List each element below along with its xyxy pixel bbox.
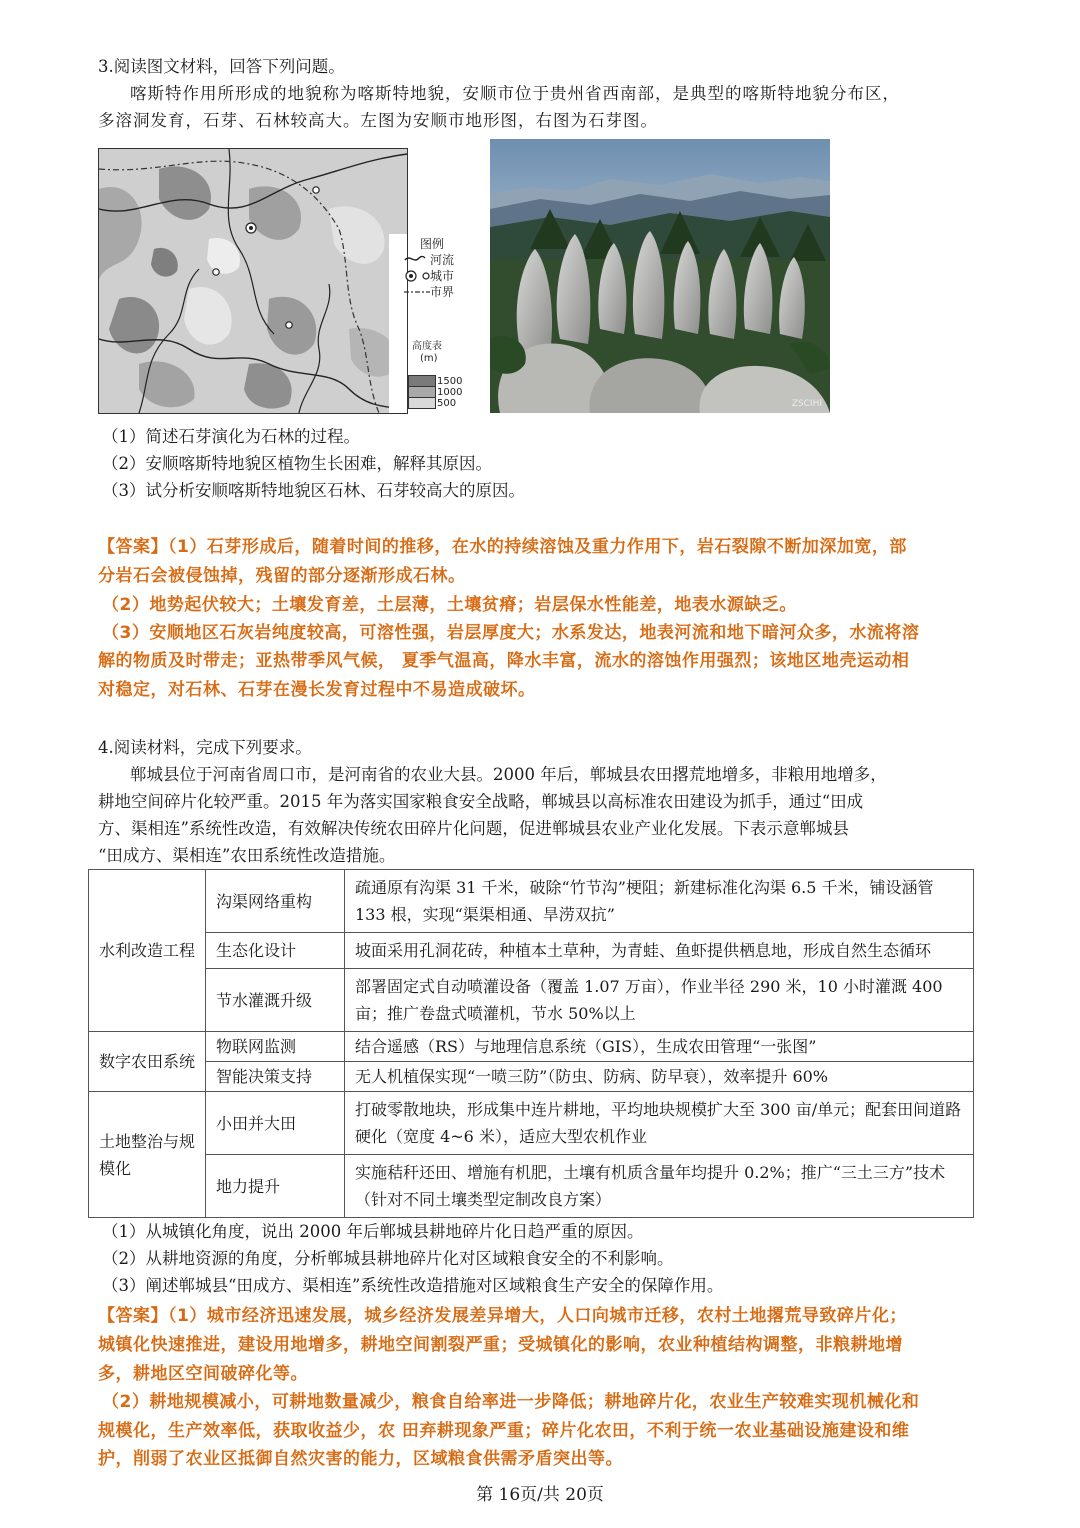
- measure-cell: 地力提升: [206, 1155, 345, 1218]
- detail-cell: 无人机植保实现“一喷三防”（防虫、防病、防早衰），效率提升 60%: [345, 1062, 974, 1092]
- terrain-map-graphic: [99, 149, 407, 413]
- detail-cell: 部署固定式自动喷灌设备（覆盖 1.07 万亩），作业半径 290 米，10 小时灌溉 400 亩；推广卷盘式喷灌机，节水 50%以上: [345, 969, 974, 1032]
- detail-cell: 坡面采用孔洞花砖，种植本土草种，为青蛙、鱼虾提供栖息地，形成自然生态循环: [345, 933, 974, 969]
- category-cell: 土地整治与规模化: [89, 1092, 206, 1218]
- q4-material-line: 方、渠相连”系统性改造，有效解决传统农田碎片化问题，促进郸城县农业产业化发展。下表示意郸城县: [98, 819, 849, 838]
- detail-cell: 打破零散地块，形成集中连片耕地，平均地块规模扩大至 300 亩/单元；配套田间道路硬化（宽度 4~6 米），适应大型农机作业: [345, 1092, 974, 1155]
- table-row: [89, 1092, 974, 1155]
- q3-question: （2）安顺喀斯特地貌区植物生长困难，解释其原因。: [102, 454, 492, 473]
- table-row: [89, 1062, 974, 1092]
- q4-answer-line: [98, 1303, 988, 1329]
- measure-cell: 沟渠网络重构: [206, 870, 345, 933]
- legend-city: 城市: [430, 269, 455, 283]
- legend-river: 河流: [430, 253, 455, 267]
- q4-question: （1）从城镇化角度，说出 2000 年后郸城县耕地碎片化日趋严重的原因。: [102, 1222, 644, 1241]
- q4-material-line: 耕地空间碎片化较严重。2015 年为落实国家粮食安全战略，郸城县以高标准农田建设为抓手，通过“田成: [98, 792, 864, 811]
- table-row: [89, 933, 974, 969]
- q4-title: 4.阅读材料，完成下列要求。: [98, 738, 312, 757]
- map-legend-title: 图例: [420, 237, 445, 251]
- river-legend-icon: [404, 252, 426, 266]
- q3-question: （3）试分析安顺喀斯特地貌区石林、石芽较高大的原因。: [102, 481, 525, 500]
- q3-answer-label: 【答案】: [98, 537, 168, 557]
- q4-answer-line: 护，削弱了农业区抵御自然灾害的能力，区域粮食供需矛盾突出等。: [98, 1449, 623, 1469]
- boundary-legend-icon: [404, 287, 430, 297]
- q4-question: （3）阐述郸城县“田成方、渠相连”系统性改造措施对区域粮食生产安全的保障作用。: [102, 1276, 724, 1295]
- detail-cell: 结合遥感（RS）与地理信息系统（GIS），生成农田管理“一张图”: [345, 1032, 974, 1062]
- reform-measures-table: [88, 869, 974, 1218]
- q3-title: 3.阅读图文材料，回答下列问题。: [98, 57, 345, 76]
- q4-material-line: “田成方、渠相连”农田系统性改造措施。: [98, 846, 396, 865]
- detail-cell: 实施秸秆还田、增施有机肥，土壤有机质含量年均提升 0.2%；推广“三土三方”技术（针对不同土壤类型定制改良方案）: [345, 1155, 974, 1218]
- q4-answer-line: 城镇化快速推进，建设用地增多，耕地空间割裂严重；受城镇化的影响，农业种植结构调整，非粮耕地增: [98, 1335, 903, 1355]
- measure-cell: 生态化设计: [206, 933, 345, 969]
- category-cell: 数字农田系统: [89, 1032, 206, 1092]
- q3-answer-text: （1）石芽形成后，随着时间的推移，在水的持续溶蚀及重力作用下，岩石裂隙不断加深加宽，部: [168, 537, 907, 557]
- q4-answer-text: （1）城市经济迅速发展，城乡经济发展差异增大，人口向城市迁移，农村土地撂荒导致碎片化；: [168, 1306, 907, 1326]
- q3-answer-line: （2）地势起伏较大；土壤发育差，土层薄，土壤贫瘠；岩层保水性能差，地表水源缺乏。: [102, 595, 797, 615]
- table-row: [89, 1155, 974, 1218]
- q3-intro-line: 多溶洞发育，石芽、石林较高大。左图为安顺市地形图，右图为石芽图。: [98, 111, 658, 130]
- detail-cell: 疏通原有沟渠 31 千米，破除“竹节沟”梗阻；新建标准化沟渠 6.5 千米，铺设涵管 133 根，实现“渠渠相通、旱涝双抗”: [345, 870, 974, 933]
- q3-answer-line: （3）安顺地区石灰岩纯度较高，可溶性强，岩层厚度大；水系发达，地表河流和地下暗河众多，水流将溶: [102, 623, 920, 643]
- height-table-title: 高度表: [412, 341, 442, 352]
- q3-answer-line: 解的物质及时带走；亚热带季风气候， 夏季气温高，降水丰富，流水的溶蚀作用强烈；该地区地壳运动相: [98, 651, 910, 671]
- measure-cell: 节水灌溉升级: [206, 969, 345, 1032]
- height-value: 500: [437, 398, 457, 409]
- legend-boundary: 市界: [430, 285, 455, 299]
- q4-answer-label: 【答案】: [98, 1306, 168, 1326]
- table-row: [89, 870, 974, 933]
- height-value: 1500: [437, 376, 463, 387]
- photo-watermark: ZSCIHI: [791, 399, 822, 409]
- q4-answer-line: （2）耕地规模减小，可耕地数量减少，粮食自给率进一步降低；耕地碎片化，农业生产较难实现机械化和: [102, 1392, 920, 1412]
- stone-bud-photo: [490, 139, 830, 413]
- q4-answer-line: 多，耕地区空间破碎化等。: [98, 1364, 308, 1384]
- q3-intro-line: 喀斯特作用所形成的地貌称为喀斯特地貌，安顺市位于贵州省西南部，是典型的喀斯特地貌分布区，: [130, 84, 900, 103]
- height-unit: (m): [420, 353, 438, 364]
- table-row: [89, 969, 974, 1032]
- q4-question: （2）从耕地资源的角度，分析郸城县耕地碎片化对区域粮食安全的不利影响。: [102, 1249, 674, 1268]
- q3-question: （1）简述石芽演化为石林的过程。: [102, 427, 360, 446]
- q3-answer-line: 分岩石会被侵蚀掉，残留的部分逐渐形成石林。: [98, 566, 466, 586]
- category-cell: 水利改造工程: [89, 870, 206, 1032]
- q4-material-line: 郸城县位于河南省周口市，是河南省的农业大县。2000 年后，郸城县农田撂荒地增多，非粮用地增多，: [130, 765, 887, 784]
- anshun-terrain-map: [98, 148, 408, 414]
- height-swatch-low: [408, 397, 436, 409]
- table-row: [89, 1032, 974, 1062]
- height-value: 1000: [437, 387, 463, 398]
- measure-cell: 小田并大田: [206, 1092, 345, 1155]
- stone-bud-photo-graphic: [490, 139, 830, 413]
- q4-answer-line: 规模化，生产效率低，获取收益少，农 田弃耕现象严重；碎片化农田，不利于统一农业基础设施建设和维: [98, 1421, 910, 1441]
- q3-answer-line: 对稳定，对石林、石芽在漫长发育过程中不易造成破坏。: [98, 680, 536, 700]
- measure-cell: 物联网监测: [206, 1032, 345, 1062]
- page-number: 第 16页/共 20页: [476, 1485, 604, 1505]
- measure-cell: 智能决策支持: [206, 1062, 345, 1092]
- q3-answer-line: [98, 534, 988, 560]
